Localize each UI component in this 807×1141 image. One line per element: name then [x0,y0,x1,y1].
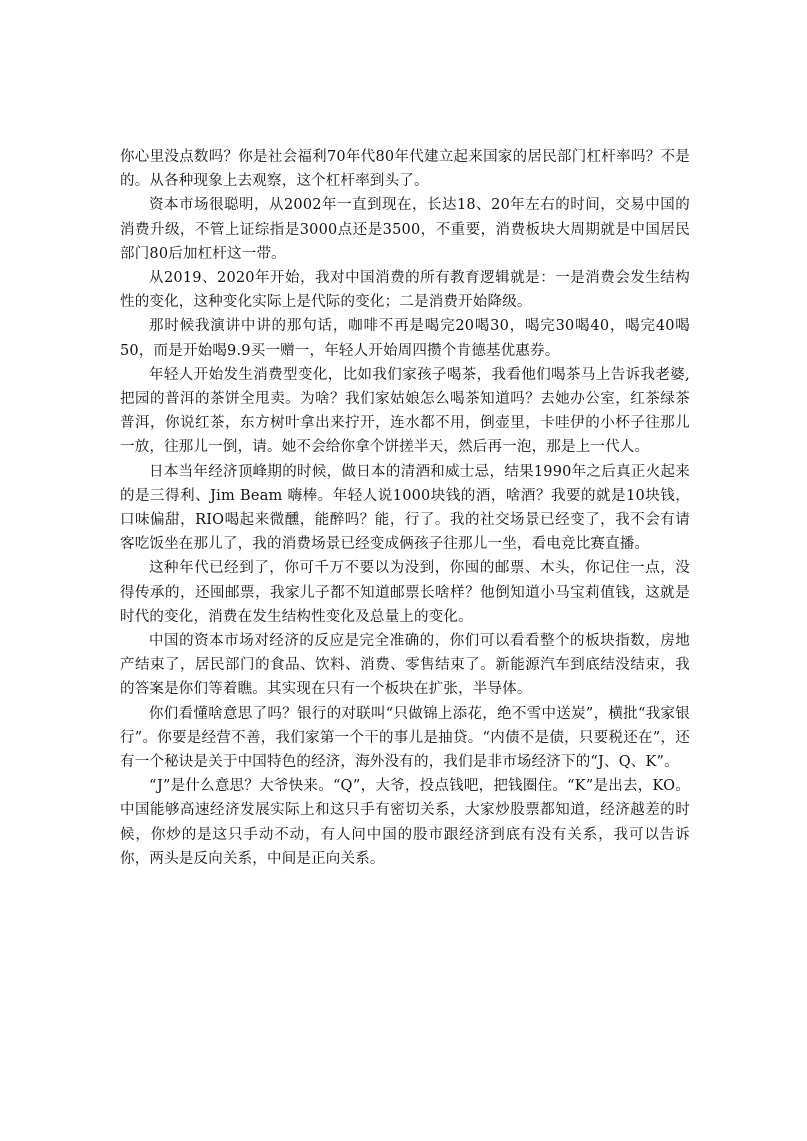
paragraph: “J”是什么意思？大爷快来。“Q”，大爷，投点钱吧，把钱圈住。“K”是出去，KO。中国能够高速经济发展实际上和这只手有密切关系，大家炒股票都知道，经济越差的时候，你炒的是这只手动不动，有人问中国的股市跟经济到底有没有关系，我可以告诉你，两头是反向关系，中间是正向关系。 [120,778,690,867]
body-text [120,145,690,871]
paragraph: 从2019、2020年开始，我对中国消费的所有教育逻辑就是：一是消费会发生结构性的变化，这种变化实际上是代际的变化；二是消费开始降级。 [120,270,690,311]
paragraph: 你心里没点数吗？你是社会福利70年代80年代建立起来国家的居民部门杠杆率吗？不是的。从各种现象上去观察，这个杠杆率到头了。 [120,149,690,190]
paragraph: 资本市场很聪明，从2002年一直到现在，长达18、20年左右的时间，交易中国的消费升级，不管上证综指是3000点还是3500，不重要，消费板块大周期就是中国居民部门80后加杠杆这一带。 [120,197,690,262]
paragraph: 你们看懂啥意思了吗？银行的对联叫“只做锦上添花，绝不雪中送炭”，横批“我家银行”。你要是经营不善，我们家第一个干的事儿是抽贷。“内债不是债，只要税还在”，还有一个秘诀是关于中国特色的经济，海外没有的，我们是非市场经济下的“J、Q、K”。 [120,705,690,771]
paragraph: 日本当年经济顶峰期的时候，做日本的清酒和威士忌，结果1990年之后真正火起来的是三得利、Jim Beam 嗨棒。年轻人说1000块钱的酒，啥酒？我要的就是10块钱，口味偏甜，RIO喝起来微醺，能醉吗？能，行了。我的社交场景已经变了，我不会有请客吃饭坐在那儿了，我的消费场景已经变成俩孩子往那儿一坐，看电竞比赛直播。 [120,463,690,553]
paragraph: 中国的资本市场对经济的反应是完全准确的，你们可以看看整个的板块指数，房地产结束了，居民部门的食品、饮料、消费、零售结束了。新能源汽车到底结没结束，我的答案是你们等着瞧。其实现在只有一个板块在扩张，半导体。 [120,633,690,698]
paragraph: 这种年代已经到了，你可千万不要以为没到，你囤的邮票、木头，你记住一点，没得传承的，还囤邮票，我家儿子都不知道邮票长啥样？他倒知道小马宝莉值钱，这就是时代的变化，消费在发生结构性变化及总量上的变化。 [120,560,690,625]
paragraph: 年轻人开始发生消费型变化，比如我们家孩子喝茶，我看他们喝茶马上告诉我老婆,把园的普洱的茶饼全甩卖。为啥？我们家姑娘怎么喝茶知道吗？去她办公室，红茶绿茶普洱，你说红茶，东方树叶拿出来拧开，连水都不用，倒壶里，卡哇伊的小杯子往那儿一放，往那儿一倒，请。她不会给你拿个饼搓半天，然后再一泡，那是上一代人。 [120,366,690,456]
paragraph: 那时候我演讲中讲的那句话，咖啡不再是喝完20喝30，喝完30喝40，喝完40喝50，而是开始喝9.9买一赠一，年轻人开始周四攒个肯德基优惠券。 [120,318,690,359]
